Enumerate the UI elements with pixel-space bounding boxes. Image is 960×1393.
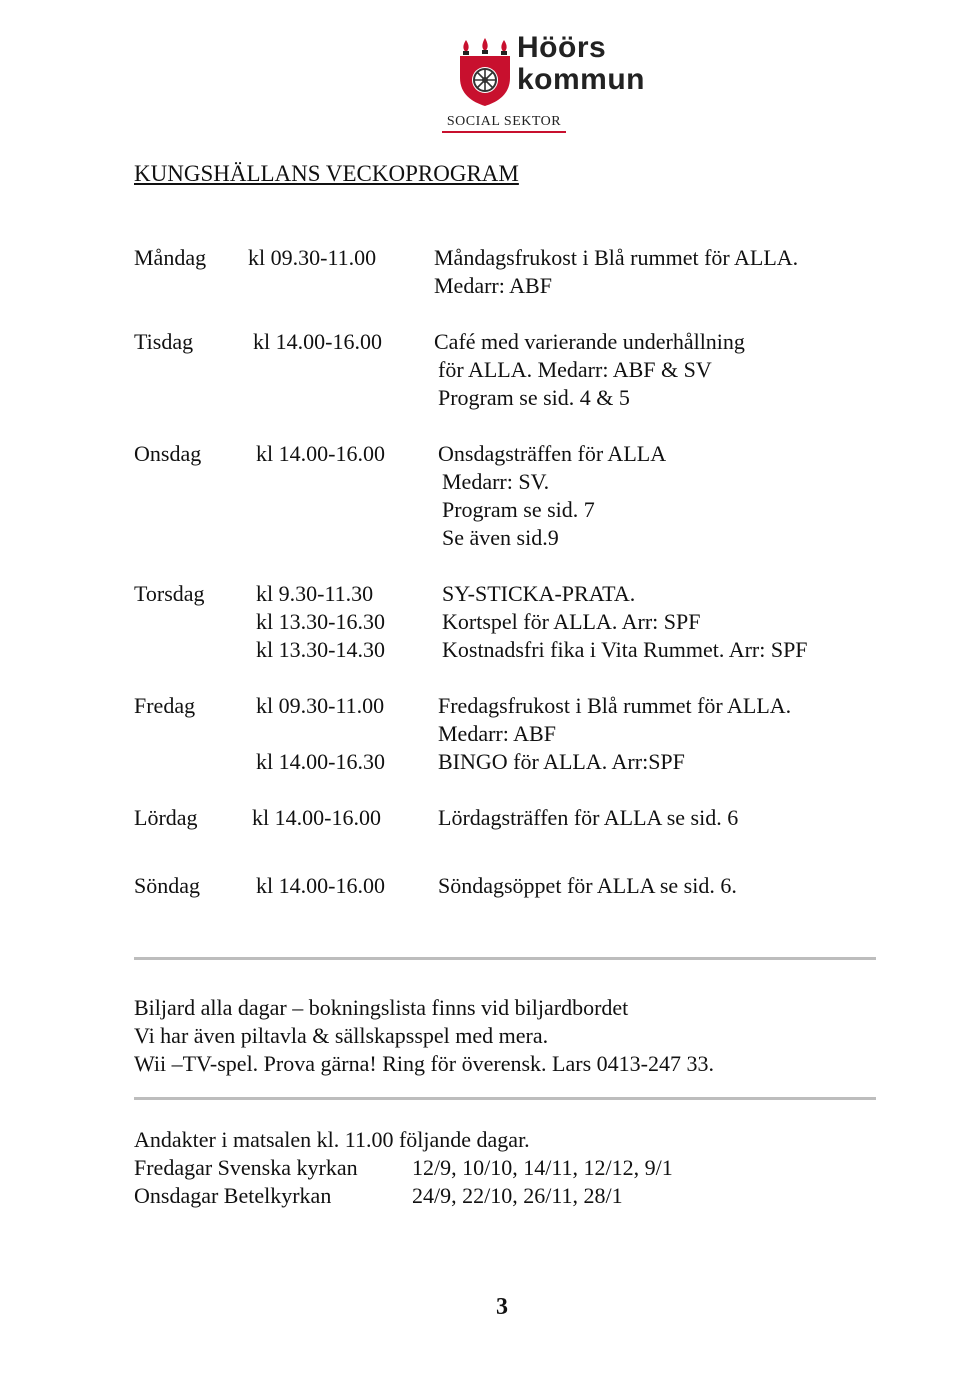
divider-1 — [134, 957, 876, 960]
time-saturday: kl 14.00-16.00 — [252, 805, 381, 830]
day-wednesday: Onsdag — [134, 441, 202, 466]
devotions-row-1-dates: 12/9, 10/10, 14/11, 12/12, 9/1 — [412, 1155, 673, 1180]
activity-monday-1: Måndagsfrukost i Blå rummet för ALLA. — [434, 245, 799, 270]
time-friday-1: kl 09.30-11.00 — [256, 693, 385, 718]
info-line-2: Vi har även piltavla & sällskapsspel med mera. — [134, 1023, 549, 1048]
time-friday-2: kl 14.00-16.30 — [256, 749, 385, 774]
logo-name-line1: Höörs — [517, 31, 607, 64]
day-friday: Fredag — [134, 693, 196, 718]
logo-text — [517, 32, 645, 96]
logo-name-line2: kommun — [517, 63, 646, 96]
activity-thursday-2: Kortspel för ALLA. Arr: SPF — [442, 609, 701, 634]
activity-friday-2: Medarr: ABF — [438, 721, 556, 746]
info-line-3: Wii –TV-spel. Prova gärna! Ring för överensk. Lars 0413-247 33. — [134, 1051, 714, 1076]
activity-wednesday-4: Se även sid.9 — [442, 525, 559, 550]
day-tuesday: Tisdag — [134, 329, 194, 354]
activity-thursday-3: Kostnadsfri fika i Vita Rummet. Arr: SPF — [442, 637, 808, 662]
activity-sunday: Söndagsöppet för ALLA se sid. 6. — [438, 873, 737, 898]
day-monday: Måndag — [134, 245, 207, 270]
activity-friday-1: Fredagsfrukost i Blå rummet för ALLA. — [438, 693, 792, 718]
time-thursday-1: kl 9.30-11.30 — [256, 581, 374, 606]
time-tuesday: kl 14.00-16.00 — [253, 329, 382, 354]
devotions-row-1-label: Fredagar Svenska kyrkan — [134, 1155, 358, 1180]
logo-subtitle: SOCIAL SEKTOR — [442, 114, 566, 133]
day-saturday: Lördag — [134, 805, 198, 830]
devotions-row-2-label: Onsdagar Betelkyrkan — [134, 1183, 332, 1208]
activity-wednesday-1: Onsdagsträffen för ALLA — [438, 441, 667, 466]
activity-friday-3: BINGO för ALLA. Arr:SPF — [438, 749, 685, 774]
time-thursday-2: kl 13.30-16.30 — [256, 609, 385, 634]
activity-wednesday-2: Medarr: SV. — [442, 469, 550, 494]
devotions-heading: Andakter i matsalen kl. 11.00 följande dagar. — [134, 1127, 530, 1152]
activity-tuesday-1: Café med varierande underhållning — [434, 329, 745, 354]
time-monday: kl 09.30-11.00 — [248, 245, 377, 270]
time-sunday: kl 14.00-16.00 — [256, 873, 385, 898]
activity-saturday: Lördagsträffen för ALLA se sid. 6 — [438, 805, 739, 830]
activity-thursday-1: SY-STICKA-PRATA. — [442, 581, 636, 606]
coat-of-arms-icon — [458, 38, 512, 106]
day-thursday: Torsdag — [134, 581, 205, 606]
page-number: 3 — [496, 1294, 508, 1320]
page-title: KUNGSHÄLLANS VECKOPROGRAM — [134, 161, 519, 186]
activity-monday-2: Medarr: ABF — [434, 273, 552, 298]
divider-2 — [134, 1097, 876, 1100]
time-wednesday: kl 14.00-16.00 — [256, 441, 385, 466]
info-line-1: Biljard alla dagar – bokningslista finns vid biljardbordet — [134, 995, 629, 1020]
activity-tuesday-2: för ALLA. Medarr: ABF & SV — [438, 357, 712, 382]
time-thursday-3: kl 13.30-14.30 — [256, 637, 385, 662]
hoors-kommun-logo — [446, 31, 658, 138]
activity-wednesday-3: Program se sid. 7 — [442, 497, 595, 522]
day-sunday: Söndag — [134, 873, 200, 898]
devotions-row-2-dates: 24/9, 22/10, 26/11, 28/1 — [412, 1183, 623, 1208]
activity-tuesday-3: Program se sid. 4 & 5 — [438, 385, 630, 410]
